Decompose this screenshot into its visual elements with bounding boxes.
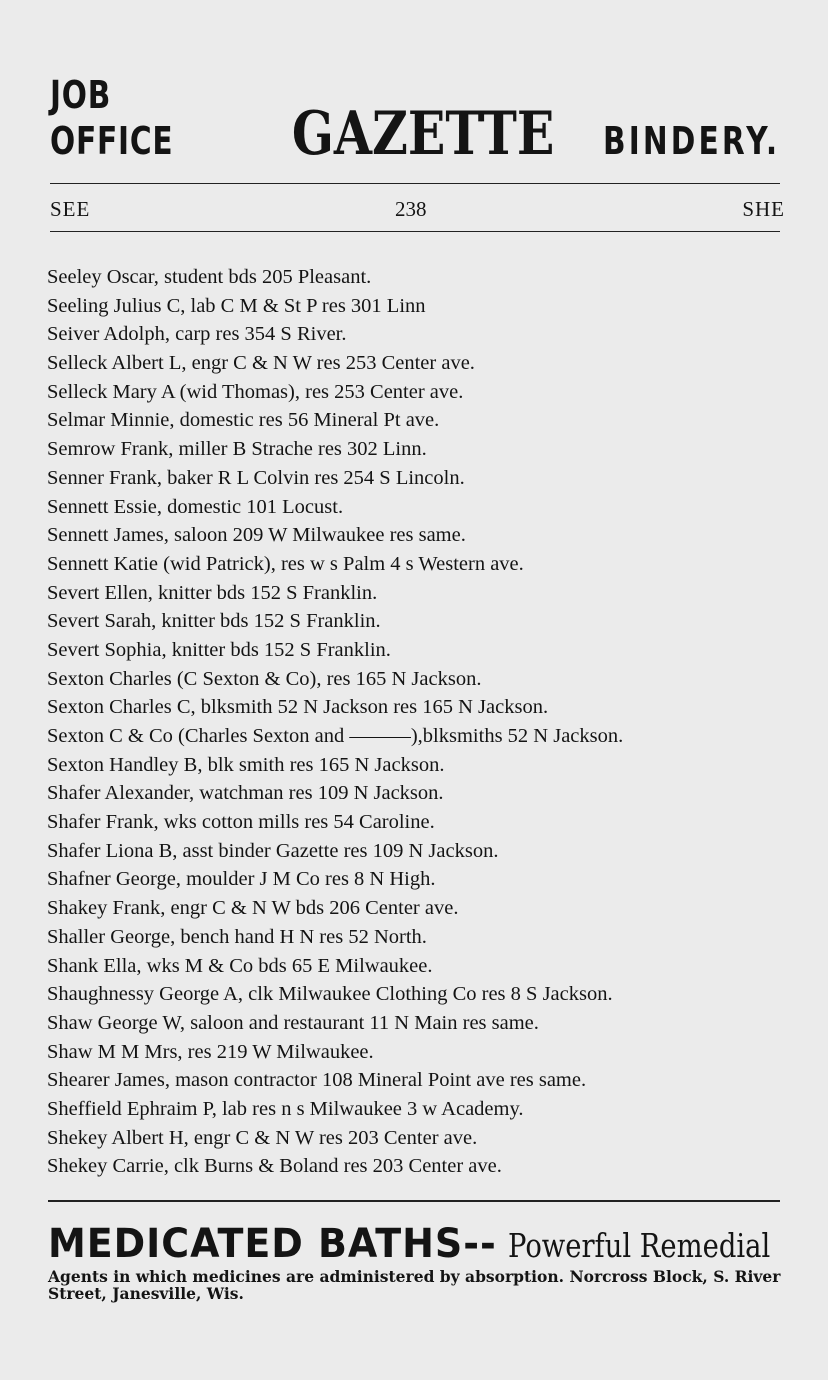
directory-entry: Senner Frank, baker R L Colvin res 254 S Lincoln.	[47, 466, 465, 489]
footer-divider	[48, 1200, 780, 1202]
directory-entry: Sennett Essie, domestic 101 Locust.	[47, 495, 344, 518]
guide-word-right: SHE	[742, 197, 785, 221]
directory-entry: Shaughnessy George A, clk Milwaukee Clothing Co res 8 S Jackson.	[47, 983, 613, 1006]
directory-entry: Shafer Alexander, watchman res 109 N Jackson.	[47, 782, 444, 805]
directory-entry: Sexton Handley B, blk smith res 165 N Jackson.	[47, 753, 445, 776]
directory-entry: Selleck Mary A (wid Thomas), res 253 Center ave.	[47, 380, 464, 403]
directory-entry: Sheffield Ephraim P, lab res n s Milwaukee 3 w Academy.	[47, 1097, 524, 1120]
directory-entry: Shafner George, moulder J M Co res 8 N High.	[47, 868, 436, 891]
directory-entry: Sennett James, saloon 209 W Milwaukee res same.	[47, 524, 466, 547]
directory-entry: Shafer Liona B, asst binder Gazette res 109 N Jackson.	[47, 839, 499, 862]
directory-entry: Shearer James, mason contractor 108 Mineral Point ave res same.	[47, 1069, 587, 1092]
header-divider	[50, 231, 780, 232]
footer-ad-subhead: Powerful Remedial	[508, 1226, 771, 1265]
directory-entry: Severt Sarah, knitter bds 152 S Franklin.	[47, 610, 381, 633]
footer-advertisement	[48, 1222, 783, 1302]
masthead-center-text: GAZETTE	[291, 99, 554, 169]
running-head	[50, 193, 785, 225]
masthead-right-text: BINDERY.	[602, 119, 780, 163]
directory-entry: Semrow Frank, miller B Strache res 302 Linn.	[47, 438, 427, 461]
directory-entry: Shaw M M Mrs, res 219 W Milwaukee.	[47, 1040, 374, 1063]
directory-entry: Sexton Charles (C Sexton & Co), res 165 N Jackson.	[47, 667, 482, 690]
directory-entry: Sexton C & Co (Charles Sexton and ———),blksmiths 52 N Jackson.	[47, 725, 624, 747]
directory-entry: Severt Ellen, knitter bds 152 S Franklin.	[47, 581, 378, 604]
directory-entries	[47, 263, 792, 1181]
footer-ad-headline-row	[48, 1222, 783, 1266]
directory-entry: Seeley Oscar, student bds 205 Pleasant.	[47, 266, 372, 288]
directory-entry: Seiver Adolph, carp res 354 S River.	[47, 323, 347, 346]
directory-entry: Selmar Minnie, domestic res 56 Mineral Pt ave.	[47, 409, 440, 432]
page-number: 238	[395, 197, 427, 221]
directory-entry: Severt Sophia, knitter bds 152 S Franklin.	[47, 638, 391, 661]
directory-entry: Shekey Carrie, clk Burns & Boland res 203 Center ave.	[47, 1155, 502, 1178]
masthead-left-text: JOB OFFICE	[50, 73, 174, 163]
directory-entry: Shakey Frank, engr C & N W bds 206 Center ave.	[47, 897, 459, 920]
directory-entry: Shank Ella, wks M & Co bds 65 E Milwaukee.	[47, 954, 433, 977]
footer-ad-body: Agents in which medicines are administered by absorption. Norcross Block, S. River Street, Janesville, Wis.	[48, 1267, 781, 1303]
masthead-advertisement	[50, 73, 780, 169]
directory-entry: Seeling Julius C, lab C M & St P res 301 Linn	[47, 294, 426, 317]
directory-entry: Shaller George, bench hand H N res 52 North.	[47, 925, 427, 948]
directory-entry: Shaw George W, saloon and restaurant 11 N Main res same.	[47, 1011, 539, 1034]
footer-ad-headline: MEDICATED BATHS--	[48, 1221, 497, 1267]
directory-entry: Selleck Albert L, engr C & N W res 253 Center ave.	[47, 352, 475, 375]
directory-entry: Sexton Charles C, blksmith 52 N Jackson res 165 N Jackson.	[47, 696, 549, 719]
guide-word-left: SEE	[50, 197, 91, 221]
top-divider	[50, 183, 780, 184]
directory-entry: Shekey Albert H, engr C & N W res 203 Center ave.	[47, 1126, 478, 1149]
directory-entry: Shafer Frank, wks cotton mills res 54 Caroline.	[47, 811, 435, 834]
directory-entry: Sennett Katie (wid Patrick), res w s Palm 4 s Western ave.	[47, 552, 524, 575]
